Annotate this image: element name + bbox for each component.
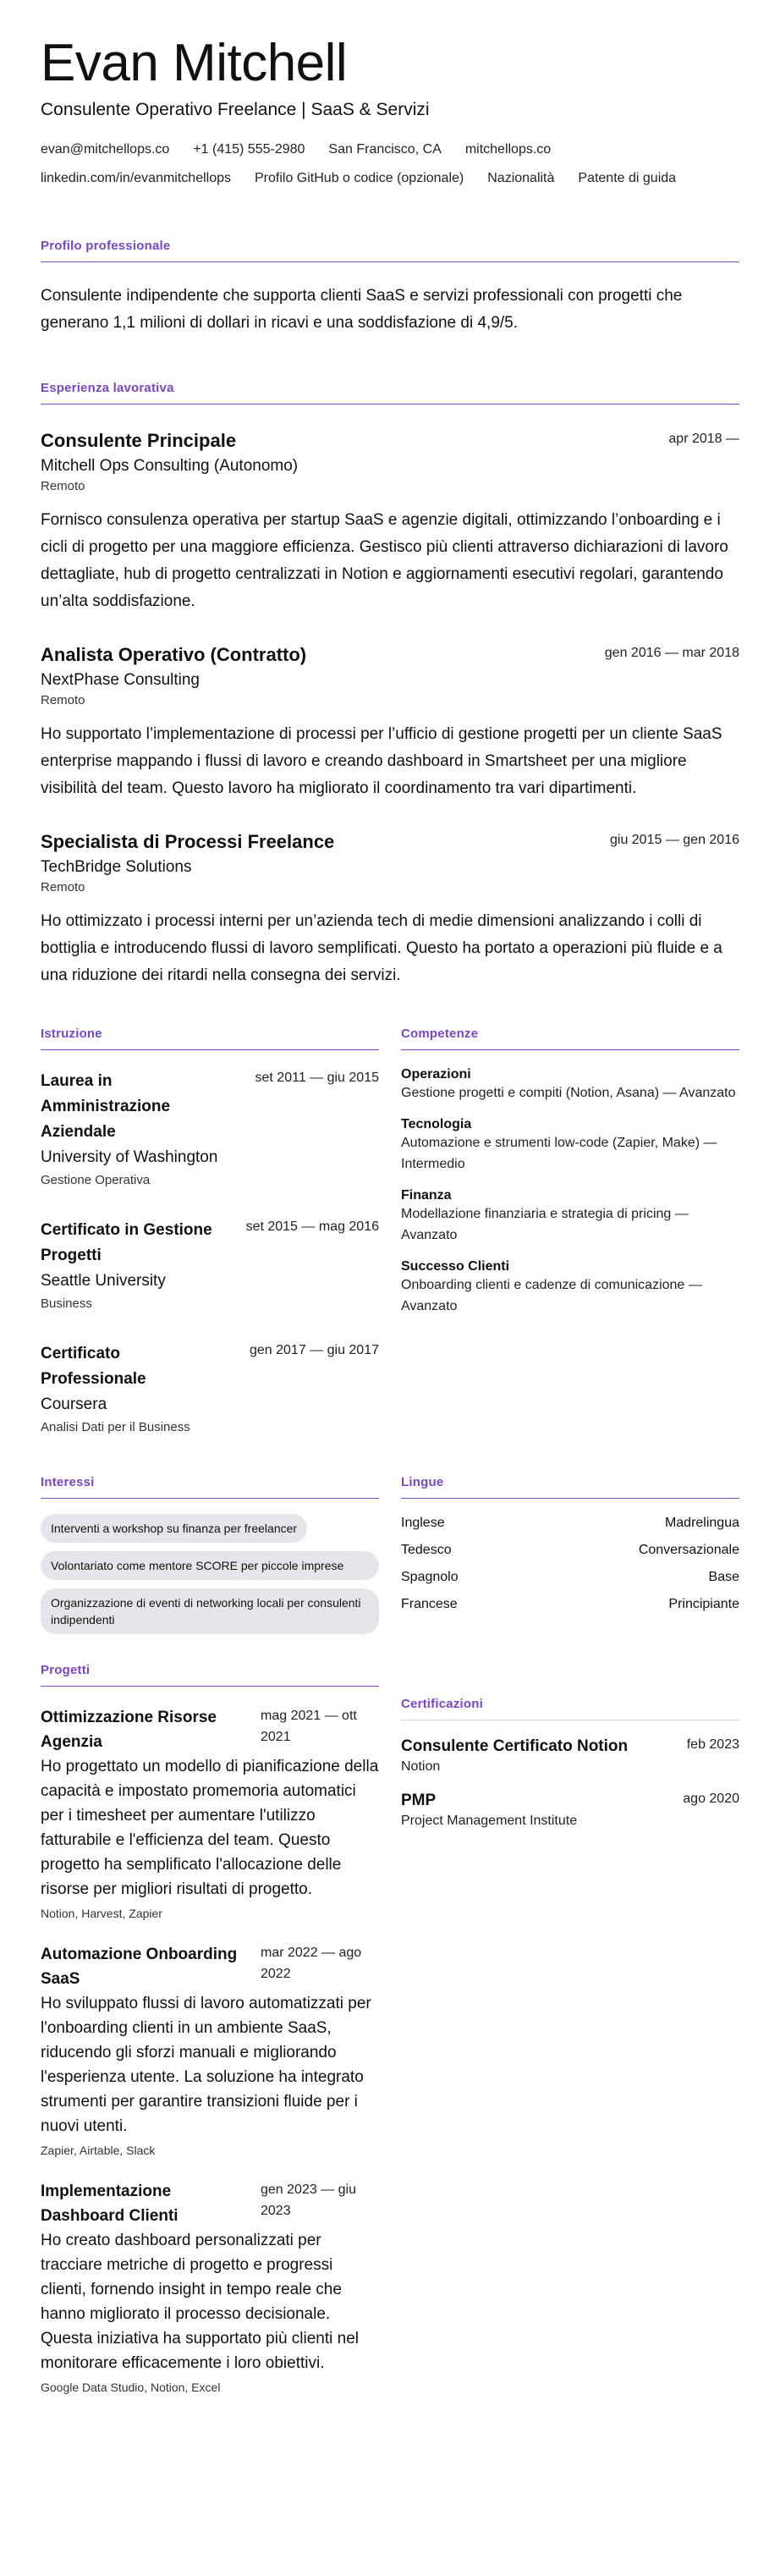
job-company: Mitchell Ops Consulting (Autonomo) [41,457,299,475]
job-date: giu 2015 — gen 2016 [609,833,739,847]
section-title-experience: Esperienza lavorativa [41,381,174,395]
project-date: mar 2022 — ago 2022 [261,1946,362,1981]
language-name: Francese [401,1597,458,1611]
section-divider [41,261,739,262]
degree-name: Certificato Professionale [41,1345,146,1388]
certification-name: PMP [401,1792,437,1809]
certification-entry [401,1792,739,1829]
section-title-certifications: Certificazioni [401,1697,483,1711]
contact-github[interactable]: Profilo GitHub o codice (opzionale) [255,171,464,185]
section-divider [41,1049,379,1050]
school-name: University of Washington [41,1148,218,1166]
school-name: Seattle University [41,1272,166,1290]
job-description: Fornisco consulenza operativa per startup SaaS e agenzie digitali, ottimizzando l’onboarding e i cicli di progetto per una maggiore efficienza. Gestisco più clienti attraverso dichiarazioni di lavoro dettagliate, hub di progetto centralizzati in Notion e aggiornamenti esecutivi regolari, garantendo un’alta soddisfazione. [41,511,728,610]
skill-entry [401,1259,739,1317]
job-description: Ho supportato l’implementazione di processi per l’ufficio di gestione progetti per un cliente SaaS enterprise mappando i flussi di lavoro e creando dashboard in Smartsheet per una migliore visibilità del team. Questo lavoro ha migliorato il coordinamento tra vari dipartimenti. [41,725,722,797]
school-name: Coursera [41,1395,107,1413]
education-date: set 2015 — mag 2016 [245,1219,379,1234]
study-field: Gestione Operativa [41,1173,151,1187]
skill-name: Successo Clienti [401,1259,510,1274]
project-tools: Notion, Harvest, Zapier [41,1907,162,1920]
project-entry [41,1705,379,1920]
education-entry [41,1069,379,1187]
language-name: Inglese [401,1516,445,1530]
skill-description: Gestione progetti e compiti (Notion, Asana) — Avanzato [401,1086,736,1100]
certification-issuer: Project Management Institute [401,1814,578,1828]
job-entry [41,644,739,802]
contact-website[interactable]: mitchellops.co [464,142,552,157]
skill-entry [401,1117,739,1175]
contact-phone[interactable]: +1 (415) 555-2980 [193,142,305,157]
profile-section [0,239,780,337]
interests-section [41,1475,379,1634]
interest-tag: Interventi a workshop su finanza per freelancer [41,1514,307,1543]
job-title: Consulente Principale [41,430,237,451]
job-location: Remoto [41,693,85,707]
job-title: Specialista di Processi Freelance [41,831,335,852]
project-tools: Google Data Studio, Notion, Excel [41,2381,221,2394]
language-level: Principiante [668,1597,739,1611]
certification-entry [401,1737,739,1775]
skill-name: Finanza [401,1188,452,1203]
projects-section [41,1663,379,2394]
study-field: Business [41,1296,92,1311]
job-location: Remoto [41,479,85,493]
project-name: Automazione Onboarding SaaS [41,1946,238,1988]
language-row [401,1516,739,1531]
project-entry [41,1942,379,2157]
profile-summary: Consulente indipendente che supporta clienti SaaS e servizi professionali con progetti che generano 1,1 milioni di dollari in ricavi e una soddisfazione di 4,9/5. [41,287,683,332]
interest-tag: Volontariato come mentore SCORE per piccole imprese [41,1551,379,1580]
project-tools: Zapier, Airtable, Slack [41,2144,156,2157]
job-company: NextPhase Consulting [41,671,200,689]
education-section [41,1027,379,1434]
language-name: Tedesco [401,1543,452,1557]
section-title-profile: Profilo professionale [41,239,171,253]
resume-header [0,0,780,190]
language-level: Madrelingua [664,1516,739,1530]
certification-date: feb 2023 [686,1737,739,1752]
contact-list [41,139,717,190]
contact-nationality: Nazionalità [487,171,555,185]
section-title-interests: Interessi [41,1475,95,1489]
contact-license: Patente di guida [578,171,677,185]
section-divider [401,1498,739,1499]
project-date: mag 2021 — ott 2021 [261,1709,357,1744]
job-title: Analista Operativo (Contratto) [41,644,307,665]
section-divider [41,1498,379,1499]
job-subtitle: Consulente Operativo Freelance | SaaS & Servizi [41,100,430,119]
project-date: gen 2023 — giu 2023 [261,2182,356,2218]
degree-name: Laurea in Amministrazione Aziendale [41,1072,171,1141]
job-entry [41,430,739,615]
education-entry [41,1218,379,1311]
job-entry [41,831,739,989]
job-date: gen 2016 — mar 2018 [604,646,739,660]
section-title-languages: Lingue [401,1475,444,1489]
skills-section [401,1027,739,1434]
project-description: Ho progettato un modello di pianificazione della capacità e impostato promemoria automatici per i timesheet per aumentare l'utilizzo fatturabile e l'efficienza del team. Questo progetto ha semplificato l'allocazione delle risorse per migliori risultati di progetto. [41,1758,379,1898]
projects-certifications-row [0,1663,780,2394]
certifications-section [401,1663,739,2394]
contact-email[interactable]: evan@mitchellops.co [41,142,170,157]
skill-name: Tecnologia [401,1117,472,1131]
interest-tag: Organizzazione di eventi di networking locali per consulenti indipendenti [41,1588,379,1634]
skill-entry [401,1067,739,1104]
section-divider [401,1049,739,1050]
section-title-skills: Competenze [401,1027,479,1041]
job-date: apr 2018 — [668,432,739,446]
project-description: Ho creato dashboard personalizzati per tracciare metriche di progetto e progressi clienti, fornendo insight in tempo reale che hanno migliorato il processo decisionale. Questa iniziativa ha supportato più clienti nel monitorare efficacemente i loro obiettivi. [41,2232,360,2372]
skill-description: Onboarding clienti e cadenze di comunicazione — Avanzato [401,1278,702,1313]
project-name: Implementazione Dashboard Clienti [41,2182,179,2225]
section-title-projects: Progetti [41,1663,91,1677]
language-level: Base [708,1570,739,1584]
interests-languages-row [0,1475,780,1634]
contact-location: San Francisco, CA [328,142,442,157]
project-description: Ho sviluppato flussi di lavoro automatizzati per l'onboarding clienti in un ambiente SaaS, riducendo gli sforzi manuali e migliorando l'esperienza utente. La soluzione ha integrato strumenti per garantire transizioni fluide per i nuovi utenti. [41,1995,371,2135]
job-location: Remoto [41,880,85,894]
degree-name: Certificato in Gestione Progetti [41,1221,212,1264]
language-name: Spagnolo [401,1570,459,1584]
contact-linkedin[interactable]: linkedin.com/in/evanmitchellops [41,171,231,185]
language-row [401,1543,739,1558]
education-date: gen 2017 — giu 2017 [249,1343,379,1357]
project-entry [41,2179,379,2394]
education-date: set 2011 — giu 2015 [255,1071,379,1085]
certification-date: ago 2020 [683,1792,739,1806]
study-field: Analisi Dati per il Business [41,1420,190,1434]
languages-section [401,1475,739,1634]
skill-description: Automazione e strumenti low-code (Zapier, Make) — Intermedio [401,1136,717,1171]
language-row [401,1570,739,1585]
full-name: Evan Mitchell [41,34,348,92]
skill-name: Operazioni [401,1067,471,1082]
certification-name: Consulente Certificato Notion [401,1737,629,1755]
job-description: Ho ottimizzato i processi interni per un’azienda tech di medie dimensioni analizzando i colli di bottiglia e introducendo flussi di lavoro semplificati. Questo ha portato a operazioni più fluide e a una riduzione dei ritardi nella consegna dei servizi. [41,912,722,984]
section-divider [41,1686,379,1687]
job-company: TechBridge Solutions [41,858,192,876]
language-row [401,1597,739,1612]
project-name: Ottimizzazione Risorse Agenzia [41,1709,217,1751]
skill-entry [401,1188,739,1246]
language-level: Conversazionale [638,1543,739,1557]
experience-section [0,381,780,989]
education-entry [41,1341,379,1434]
skill-description: Modellazione finanziaria e strategia di pricing — Avanzato [401,1207,689,1242]
education-skills-row [0,1027,780,1434]
section-title-education: Istruzione [41,1027,102,1041]
section-divider [41,404,739,405]
certification-issuer: Notion [401,1759,441,1774]
